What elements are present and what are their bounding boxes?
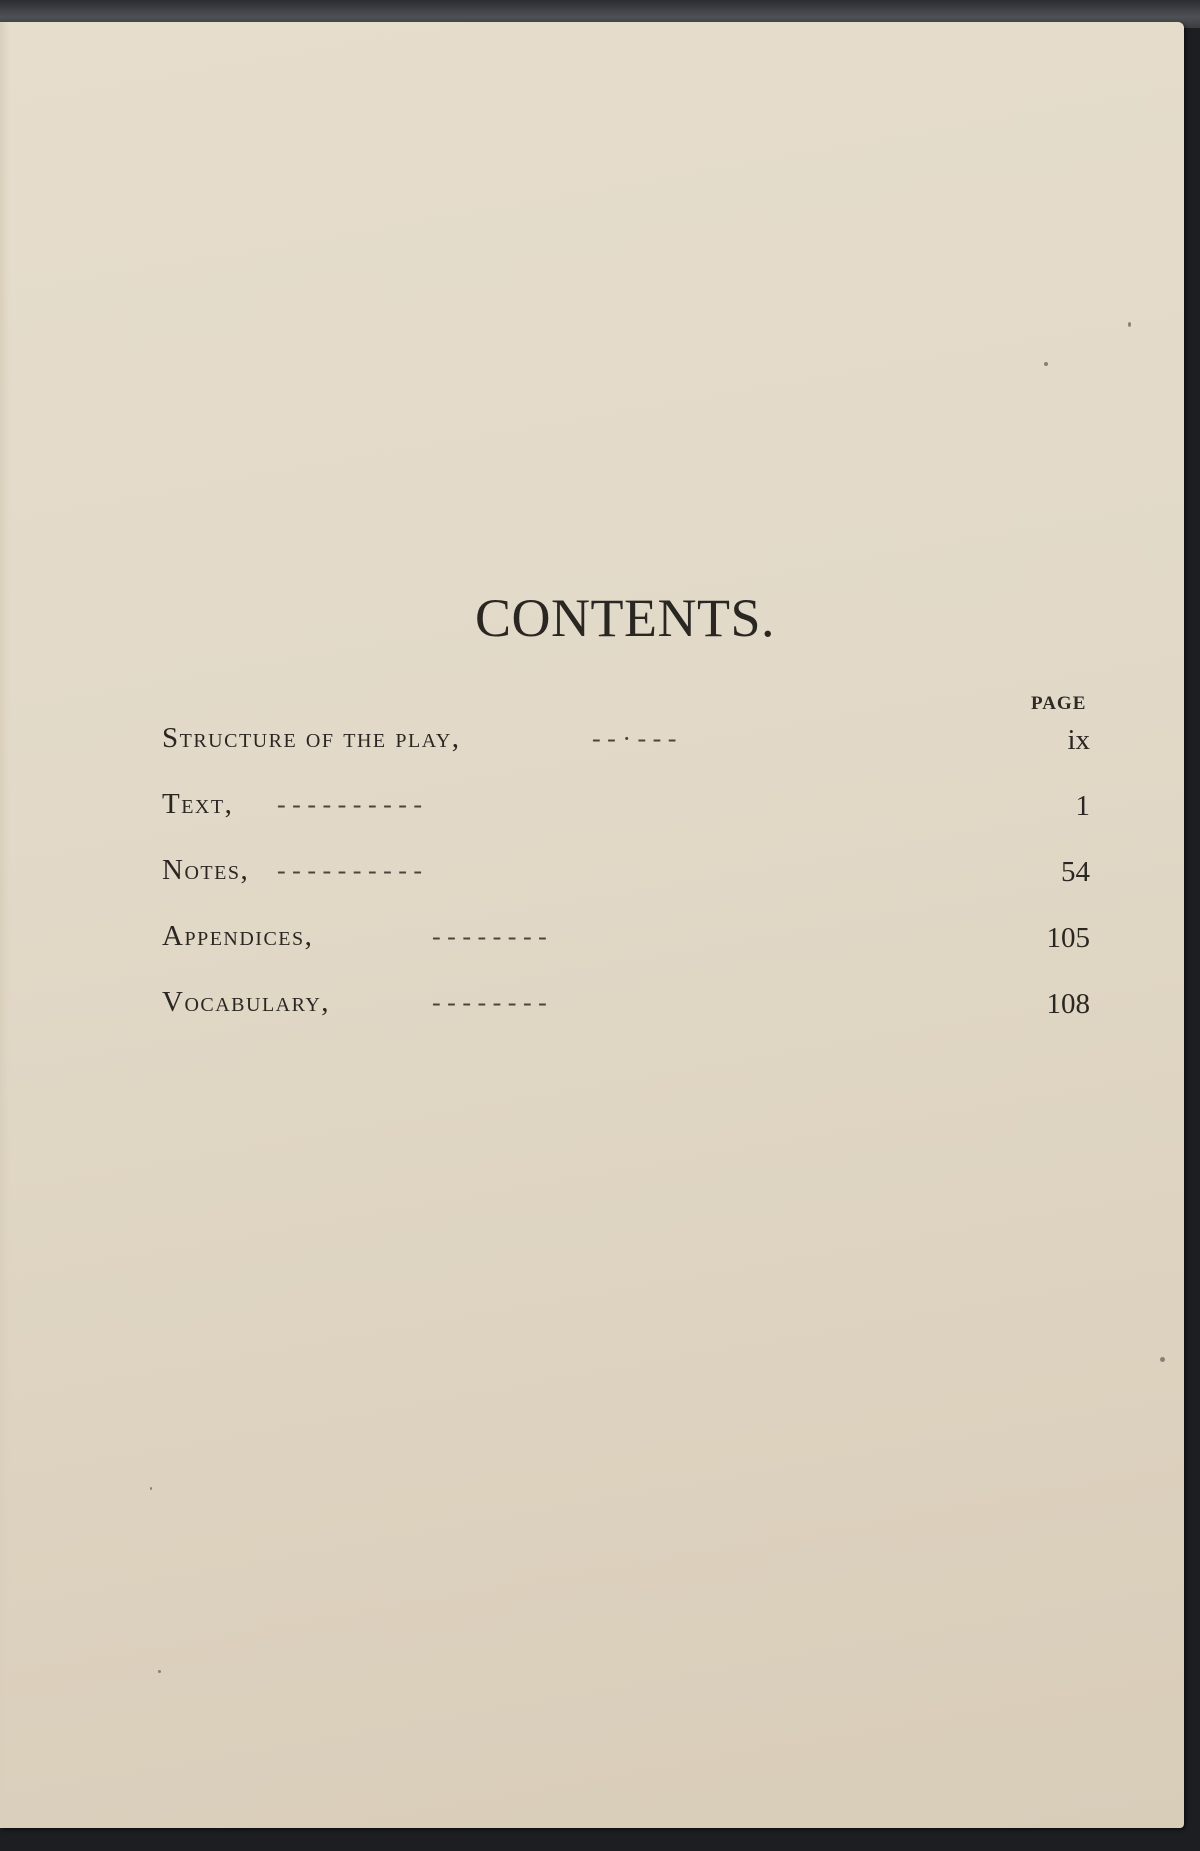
toc-entry-text	[162, 788, 1088, 854]
toc-entry-label: Structure of the play,	[162, 722, 461, 754]
table-of-contents	[162, 722, 1088, 1052]
page-edge-shadow	[0, 22, 10, 1828]
toc-entry-page: 54	[1061, 856, 1090, 888]
book-page	[0, 22, 1184, 1828]
toc-entry-leader: - - - - - - - -	[432, 922, 547, 951]
toc-entry-leader: - - - - - - - -	[432, 988, 547, 1017]
toc-entry-label: Text,	[162, 788, 234, 820]
toc-entry-notes	[162, 854, 1088, 920]
paper-speck	[1128, 322, 1131, 327]
contents-title: CONTENTS.	[475, 588, 775, 648]
toc-entry-page: 108	[1046, 988, 1090, 1020]
toc-entry-appendices	[162, 920, 1088, 986]
paper-speck	[158, 1670, 161, 1673]
toc-entry-leader: - - · - - -	[592, 724, 677, 753]
toc-entry-vocabulary	[162, 986, 1088, 1052]
toc-entry-label: Notes,	[162, 854, 250, 886]
toc-entry-page: ix	[1067, 724, 1090, 756]
toc-entry-leader: - - - - - - - - - -	[277, 856, 423, 885]
paper-speck	[1160, 1357, 1165, 1362]
page-column-header: PAGE	[1031, 693, 1087, 714]
paper-speck	[1044, 362, 1048, 366]
paper-speck	[150, 1487, 152, 1490]
toc-entry-page: 1	[1075, 790, 1090, 822]
toc-entry-page: 105	[1046, 922, 1090, 954]
toc-entry-label: Appendices,	[162, 920, 314, 952]
toc-entry-structure	[162, 722, 1088, 788]
toc-entry-leader: - - - - - - - - - -	[277, 790, 423, 819]
toc-entry-label: Vocabulary,	[162, 986, 331, 1018]
